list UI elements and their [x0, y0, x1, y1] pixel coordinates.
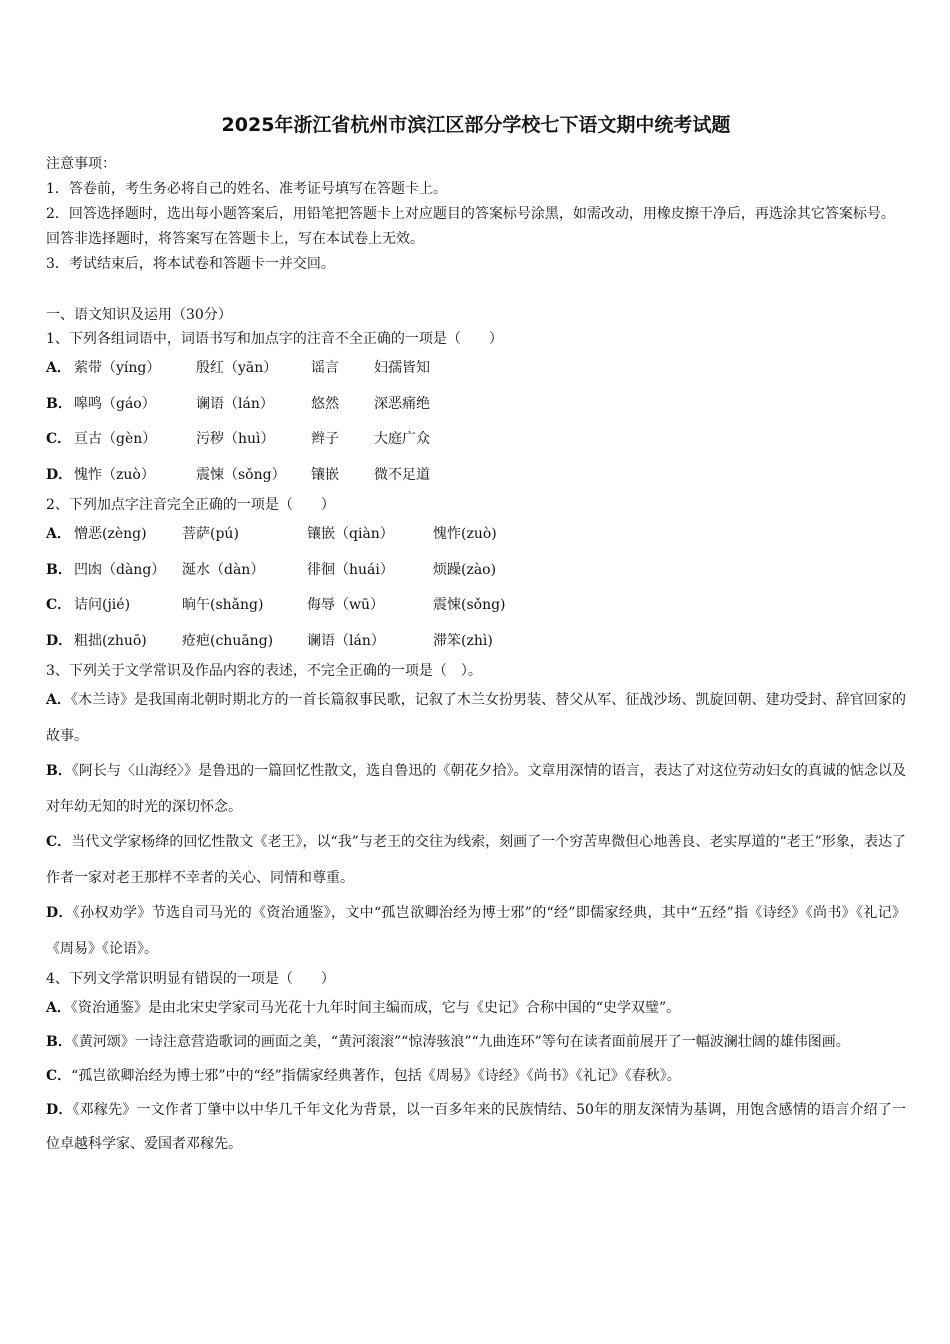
option-d [46, 624, 906, 660]
option-d [46, 458, 906, 494]
option-text: 当代文学家杨绛的回忆性散文《老王》，以“我”与老王的交往为线索，刻画了一个穷苦卑微但心地善良、老实厚道的“老王”形象，表达了作者一家对老王那样不幸者的关心、同情和尊重。 [46, 834, 906, 886]
option-label: A． [46, 692, 71, 708]
option-text: 《邓稼先》一文作者丁肇中以中华几千年文化为背景，以一百多年来的民族情结、50年的朋友深情为基调，用饱含感情的语言介绍了一位卓越科学家、爱国者邓稼先。 [46, 1102, 907, 1152]
option-term: 镶嵌 [311, 466, 339, 483]
option-label: C． [46, 431, 72, 447]
option-label: D． [46, 905, 73, 921]
option-label: D． [46, 632, 73, 649]
option-term: 谣言 [311, 360, 339, 376]
option-term: 镶嵌（qiàn） [307, 526, 394, 542]
option-a [46, 517, 906, 553]
section-heading: 一、语文知识及运用（30分） [46, 307, 232, 323]
option-label: A． [46, 526, 71, 542]
option-term: 凹凼（dàng） [74, 561, 166, 578]
option-term: 殷红（yān） [196, 360, 278, 376]
option-text: 《资治通鉴》是由北宋史学家司马光花十九年时间主编而成，它与《史记》合称中国的“史学双璧”。 [70, 1000, 681, 1016]
option-c [46, 825, 906, 896]
option-term: 粗拙(zhuō) [74, 632, 147, 649]
question-stem: 1、下列各组词语中，词语书写和加点字的注音不全正确的一项是（ ） [46, 331, 503, 347]
option-c [46, 422, 906, 458]
option-term: 嗥鸣（gáo） [74, 395, 156, 412]
question-2 [46, 493, 906, 659]
option-term: 萦带（yíng） [74, 360, 161, 376]
option-term: 悠然 [311, 395, 339, 412]
option-b [46, 754, 906, 825]
option-term: 菩萨(pú) [182, 526, 239, 542]
option-term: 妇孺皆知 [374, 360, 430, 376]
option-label: D． [46, 1102, 73, 1118]
option-term: 滞笨(zhì) [433, 632, 493, 649]
option-label: A． [46, 360, 71, 376]
exam-page [46, 110, 906, 1161]
option-term: 诘问(jié) [74, 597, 131, 613]
note-item: 1．答卷前，考生务必将自己的姓名、准考证号填写在答题卡上。 [46, 181, 447, 197]
option-text: 《阿长与〈山海经〉》是鲁迅的一篇回忆性散文，选自鲁迅的《朝花夕拾》。文章用深情的语言，表达了对这位劳动妇女的真诚的惦念以及对年幼无知的时光的深切怀念。 [46, 763, 906, 815]
option-b [46, 387, 906, 423]
option-term: 晌午(shǎng) [182, 597, 264, 613]
option-d [46, 1093, 906, 1161]
option-term: 疮疤(chuāng) [182, 632, 274, 649]
option-term: 愧怍(zuò) [433, 526, 497, 542]
question-stem: 4、下列文学常识明显有错误的一项是（ ） [46, 971, 335, 987]
option-term: 涎水（dàn） [182, 561, 265, 578]
notes [46, 152, 906, 277]
option-label: B． [46, 763, 72, 779]
question-4 [46, 967, 906, 1161]
option-c [46, 1059, 906, 1093]
option-label: C． [46, 597, 72, 613]
notes-heading: 注意事项： [46, 156, 116, 172]
option-label: B． [46, 395, 72, 412]
option-term: 烦躁(zào) [433, 561, 497, 578]
option-c [46, 588, 906, 624]
page-title: 2025年浙江省杭州市滨江区部分学校七下语文期中统考试题 [221, 114, 731, 136]
option-text: 《黄河颂》一诗注意营造歌词的画面之美，“黄河滚滚”“惊涛骇浪”“九曲连环”等句在读者面前展开了一幅波澜壮阔的雄伟图画。 [71, 1034, 850, 1050]
option-term: 谰语（lán） [196, 395, 274, 412]
option-term: 污秽（huì） [196, 431, 275, 447]
option-term: 辫子 [311, 431, 339, 447]
question-stem: 3、下列关于文学常识及作品内容的表述，不完全正确的一项是（ ）。 [46, 663, 482, 679]
option-label: B． [46, 561, 72, 578]
option-a [46, 991, 906, 1025]
option-term: 亘古（gèn） [74, 431, 157, 447]
option-term: 震悚(sǒng) [433, 597, 506, 613]
option-label: D． [46, 466, 73, 483]
option-label: B． [46, 1034, 72, 1050]
option-label: C． [46, 1068, 72, 1084]
question-stem: 2、下列加点字注音完全正确的一项是（ ） [46, 497, 335, 513]
option-term: 憎恶(zèng) [74, 526, 147, 542]
option-term: 微不足道 [374, 466, 430, 483]
option-a [46, 351, 906, 387]
question-1 [46, 327, 906, 493]
option-b [46, 1025, 906, 1059]
option-term: 深恶痛绝 [374, 395, 430, 412]
option-label: A． [46, 1000, 71, 1016]
option-a [46, 683, 906, 754]
note-item: 3．考试结束后，将本试卷和答题卡一并交回。 [46, 256, 335, 272]
question-3 [46, 659, 906, 967]
option-term: 徘徊（huái） [307, 561, 394, 578]
option-term: 震悚（sǒng） [196, 466, 286, 483]
option-text: 《木兰诗》是我国南北朝时期北方的一首长篇叙事民歌，记叙了木兰女扮男装、替父从军、征战沙场、凯旋回朝、建功受封、辞官回家的故事。 [46, 692, 906, 744]
option-b [46, 553, 906, 589]
option-term: 愧怍（zuò） [74, 466, 155, 483]
option-text: 《孙权劝学》节选自司马光的《资治通鉴》，文中“孤岂欲卿治经为博士邪”的“经”即儒家经典，其中“五经”指《诗经》《尚书》《礼记》《周易》《论语》。 [46, 905, 906, 957]
option-term: 谰语（lán） [307, 632, 385, 649]
note-item: 2．回答选择题时，选出每小题答案后，用铅笔把答题卡上对应题目的答案标号涂黑，如需改动，用橡皮擦干净后，再选涂其它答案标号。回答非选择题时，将答案写在答题卡上，写在本试卷上无效。 [46, 206, 895, 247]
option-term: 大庭广众 [374, 431, 430, 447]
option-term: 侮辱（wū） [307, 597, 384, 613]
option-label: C． [46, 834, 72, 850]
option-text: “孤岂欲卿治经为博士邪”中的“经”指儒家经典著作，包括《周易》《诗经》《尚书》《礼记》《春秋》。 [71, 1068, 681, 1084]
option-d [46, 896, 906, 967]
